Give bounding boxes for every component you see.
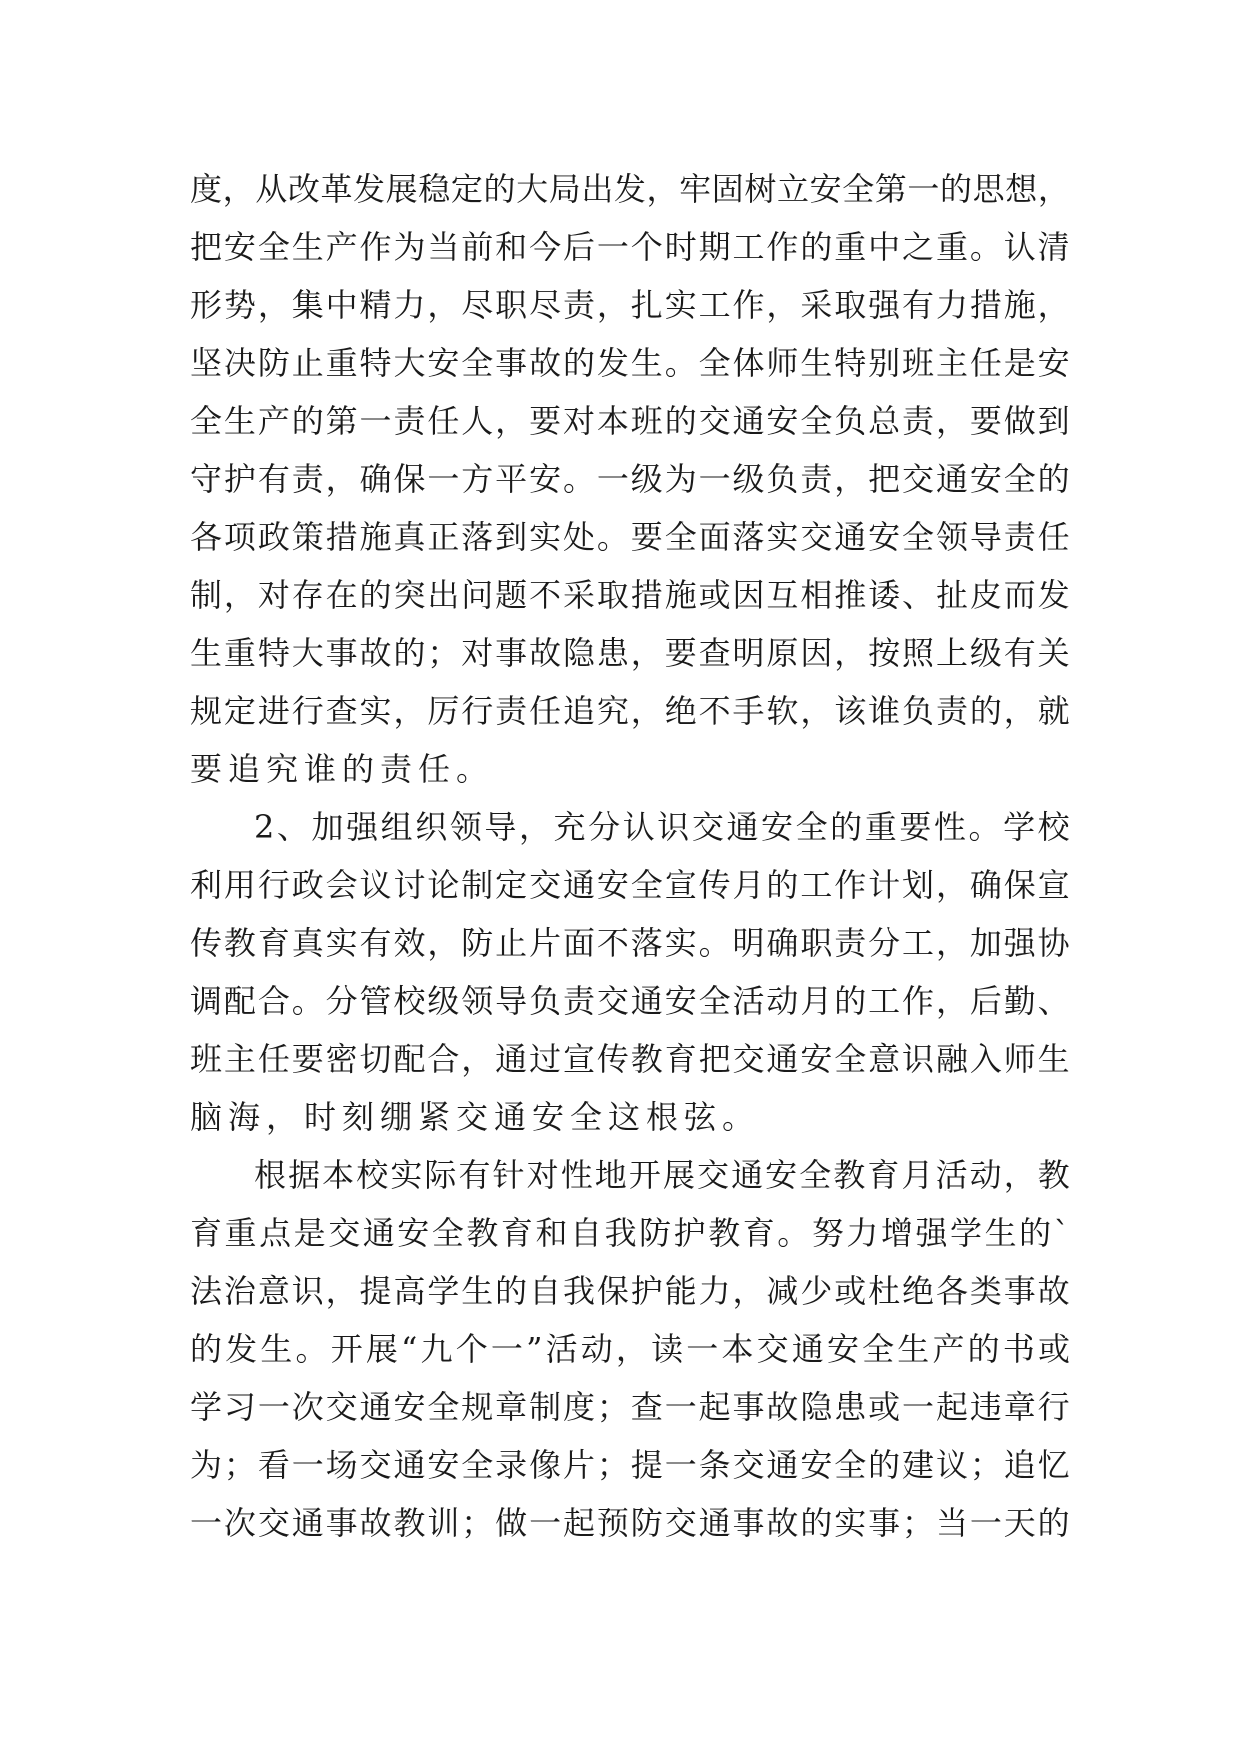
text-line: 制 ， 对 存 在 的 突 出 问 题 不 采 取 措 施 或 因 互 相 推 诿 、 扯 皮 而 发 (190, 576, 1070, 614)
text-line: 2 、 加 强 组 织 领 导 ， 充 分 认 识 交 通 安 全 的 重 要 性 。 学 校 (254, 808, 1070, 846)
text-line: 度 ， 从 改 革 发 展 稳 定 的 大 局 出 发 ， 牢 固 树 立 安 全 第 一 的 思 想 ， (190, 170, 1070, 208)
text-line: 传 教 育 真 实 有 效 ， 防 止 片 面 不 落 实 。 明 确 职 责 分 工 ， 加 强 协 (190, 924, 1070, 962)
text-line: 各 项 政 策 措 施 真 正 落 到 实 处 。 要 全 面 落 实 交 通 安 全 领 导 责 任 (190, 518, 1070, 556)
text-line: 形 势 ， 集 中 精 力 ， 尽 职 尽 责 ， 扎 实 工 作 ， 采 取 强 有 力 措 施 ， (190, 286, 1070, 324)
text-line: 根 据 本 校 实 际 有 针 对 性 地 开 展 交 通 安 全 教 育 月 活 动 ， 教 (254, 1156, 1070, 1194)
text-line: 班 主 任 要 密 切 配 合 ， 通 过 宣 传 教 育 把 交 通 安 全 意 识 融 入 师 生 (190, 1040, 1070, 1078)
text-line: 为 ； 看 一 场 交 通 安 全 录 像 片 ； 提 一 条 交 通 安 全 的 建 议 ； 追 忆 (190, 1446, 1070, 1484)
text-line: 调 配 合 。 分 管 校 级 领 导 负 责 交 通 安 全 活 动 月 的 工 作 ， 后 勤 、 (190, 982, 1070, 1020)
text-line: 把 安 全 生 产 作 为 当 前 和 今 后 一 个 时 期 工 作 的 重 中 之 重 。 认 清 (190, 228, 1070, 266)
text-line: 的 发 生 。 开 展 “ 九 个 一 ” 活 动 ， 读 一 本 交 通 安 全 生 产 的 书 或 (190, 1330, 1070, 1368)
text-line: 法 治 意 识 ， 提 高 学 生 的 自 我 保 护 能 力 ， 减 少 或 杜 绝 各 类 事 故 (190, 1272, 1070, 1310)
text-line: 一 次 交 通 事 故 教 训 ； 做 一 起 预 防 交 通 事 故 的 实 事 ； 当 一 天 的 (190, 1504, 1070, 1542)
paragraph-2 (190, 798, 1070, 1146)
text-line: 规 定 进 行 查 实 ， 厉 行 责 任 追 究 ， 绝 不 手 软 ， 该 谁 负 责 的 ， 就 (190, 692, 1070, 730)
text-line: 育 重 点 是 交 通 安 全 教 育 和 自 我 防 护 教 育 。 努 力 增 强 学 生 的 ` (190, 1214, 1070, 1252)
document-body (190, 160, 1070, 1552)
text-line: 利 用 行 政 会 议 讨 论 制 定 交 通 安 全 宣 传 月 的 工 作 计 划 ， 确 保 宣 (190, 866, 1070, 904)
text-line: 生 重 特 大 事 故 的 ； 对 事 故 隐 患 ， 要 查 明 原 因 ， 按 照 上 级 有 关 (190, 634, 1070, 672)
text-line: 坚 决 防 止 重 特 大 安 全 事 故 的 发 生 。 全 体 师 生 特 别 班 主 任 是 安 (190, 344, 1070, 382)
text-line: 全 生 产 的 第 一 责 任 人 ， 要 对 本 班 的 交 通 安 全 负 总 责 ， 要 做 到 (190, 402, 1070, 440)
text-line: 脑海，时刻绷紧交通安全这根弦。 (190, 1098, 761, 1136)
text-line: 学 习 一 次 交 通 安 全 规 章 制 度 ； 查 一 起 事 故 隐 患 或 一 起 违 章 行 (190, 1388, 1070, 1426)
text-line: 要追究谁的责任。 (190, 750, 495, 788)
paragraph-3 (190, 1146, 1070, 1552)
text-line: 守 护 有 责 ， 确 保 一 方 平 安 。 一 级 为 一 级 负 责 ， 把 交 通 安 全 的 (190, 460, 1070, 498)
paragraph-1 (190, 160, 1070, 798)
